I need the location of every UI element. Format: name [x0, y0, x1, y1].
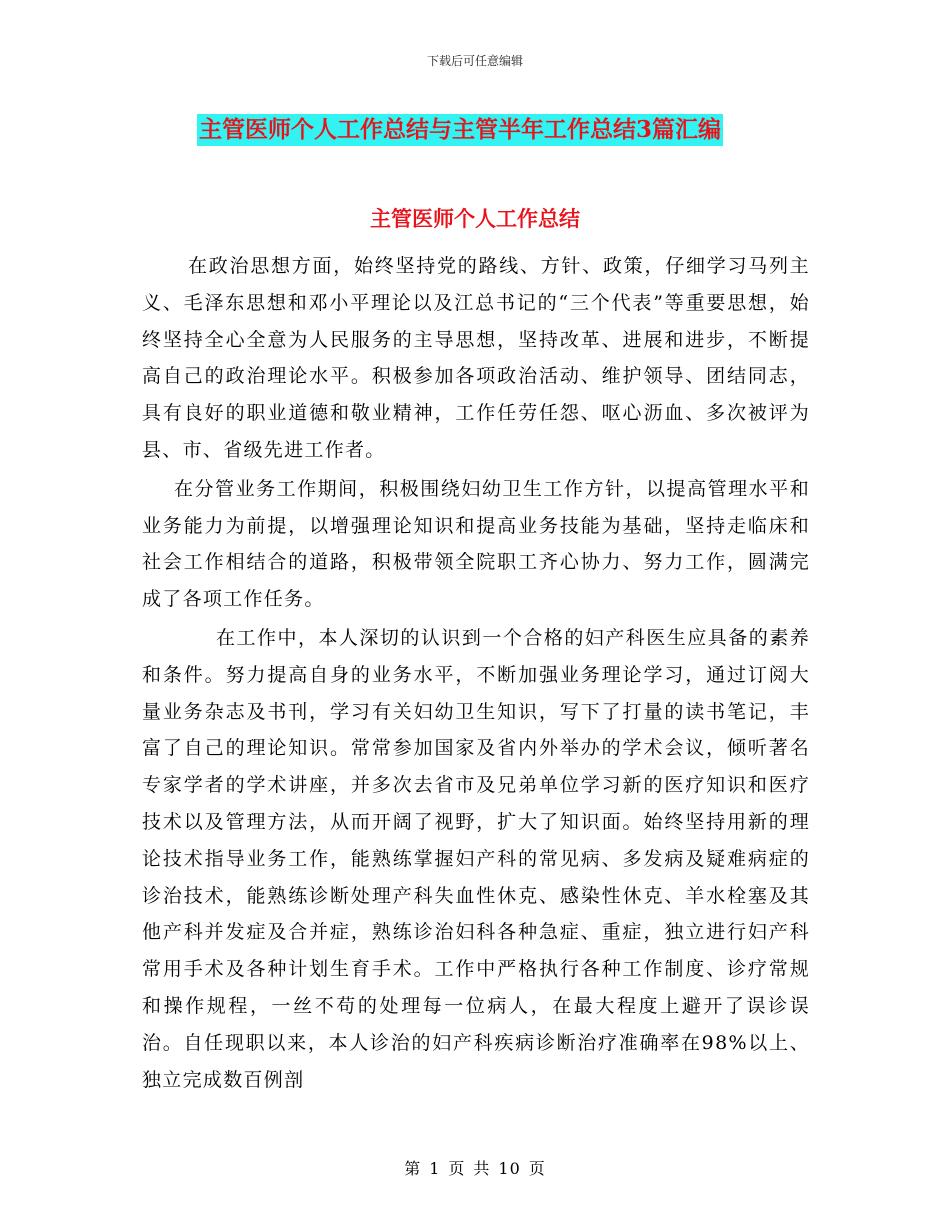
- total-label: 共: [473, 1159, 491, 1178]
- paragraph-clinical: 在工作中，本人深切的认识到一个合格的妇产科医生应具备的素养和条件。努力提高自身的业务水平，不断加强业务理论学习，通过订阅大量业务杂志及书刊，学习有关妇幼卫生知识，写下了打量的读书笔记，丰富了自己的理论知识。常常参加国家及省内外举办的学术会议，倾听著名专家学者的学术讲座，并多次去省市及兄弟单位学习新的医疗知识和医疗技术以及管理方法，从而开阔了视野，扩大了知识面。始终坚持用新的理论技术指导业务工作，能熟练掌握妇产科的常见病、多发病及疑难病症的诊治技术，能熟练诊断处理产科失血性休克、感染性休克、羊水栓塞及其他产科并发症及合并症，熟练诊治妇科各种急症、重症，独立进行妇产科常用手术及各种计划生育手术。工作中严格执行各种工作制度、诊疗常规和操作规程，一丝不苟的处理每一位病人，在最大程度上避开了误诊误治。自任现职以来，本人诊治的妇产科疾病诊断治疗准确率在98%以上、独立完成数百例剖: [142, 626, 810, 1091]
- paragraph-political: 在政治思想方面，始终坚持党的路线、方针、政策，仔细学习马列主义、毛泽东思想和邓小平理论以及江总书记的“三个代表”等重要思想，始终坚持全心全意为人民服务的主导思想，坚持改革、进展和进步，不断提高自己的政治理论水平。积极参加各项政治活动、维护领导、团结同志，具有良好的职业道德和敬业精神，工作任劳任怨、呕心沥血、多次被评为县、市、省级先进工作者。: [142, 255, 810, 461]
- paragraph-management: 在分管业务工作期间，积极围绕妇幼卫生工作方针，以提高管理水平和业务能力为前提，以增强理论知识和提高业务技能为基础，坚持走临床和社会工作相结合的道路，积极带领全院职工齐心协力、努力工作，圆满完成了各项工作任务。: [142, 477, 810, 611]
- section-title: 主管医师个人工作总结: [370, 206, 580, 231]
- header-note: 下载后可任意编辑: [426, 54, 523, 68]
- document-title: 主管医师个人工作总结与主管半年工作总结3篇汇编: [197, 114, 723, 146]
- page-label: 第: [404, 1159, 422, 1178]
- total-pages: 10: [498, 1159, 521, 1178]
- page-number: 1: [429, 1159, 441, 1178]
- page-footer: [0, 1156, 950, 1179]
- document-body: [142, 248, 810, 1100]
- total-unit: 页: [528, 1159, 546, 1178]
- page-unit: 页: [448, 1159, 466, 1178]
